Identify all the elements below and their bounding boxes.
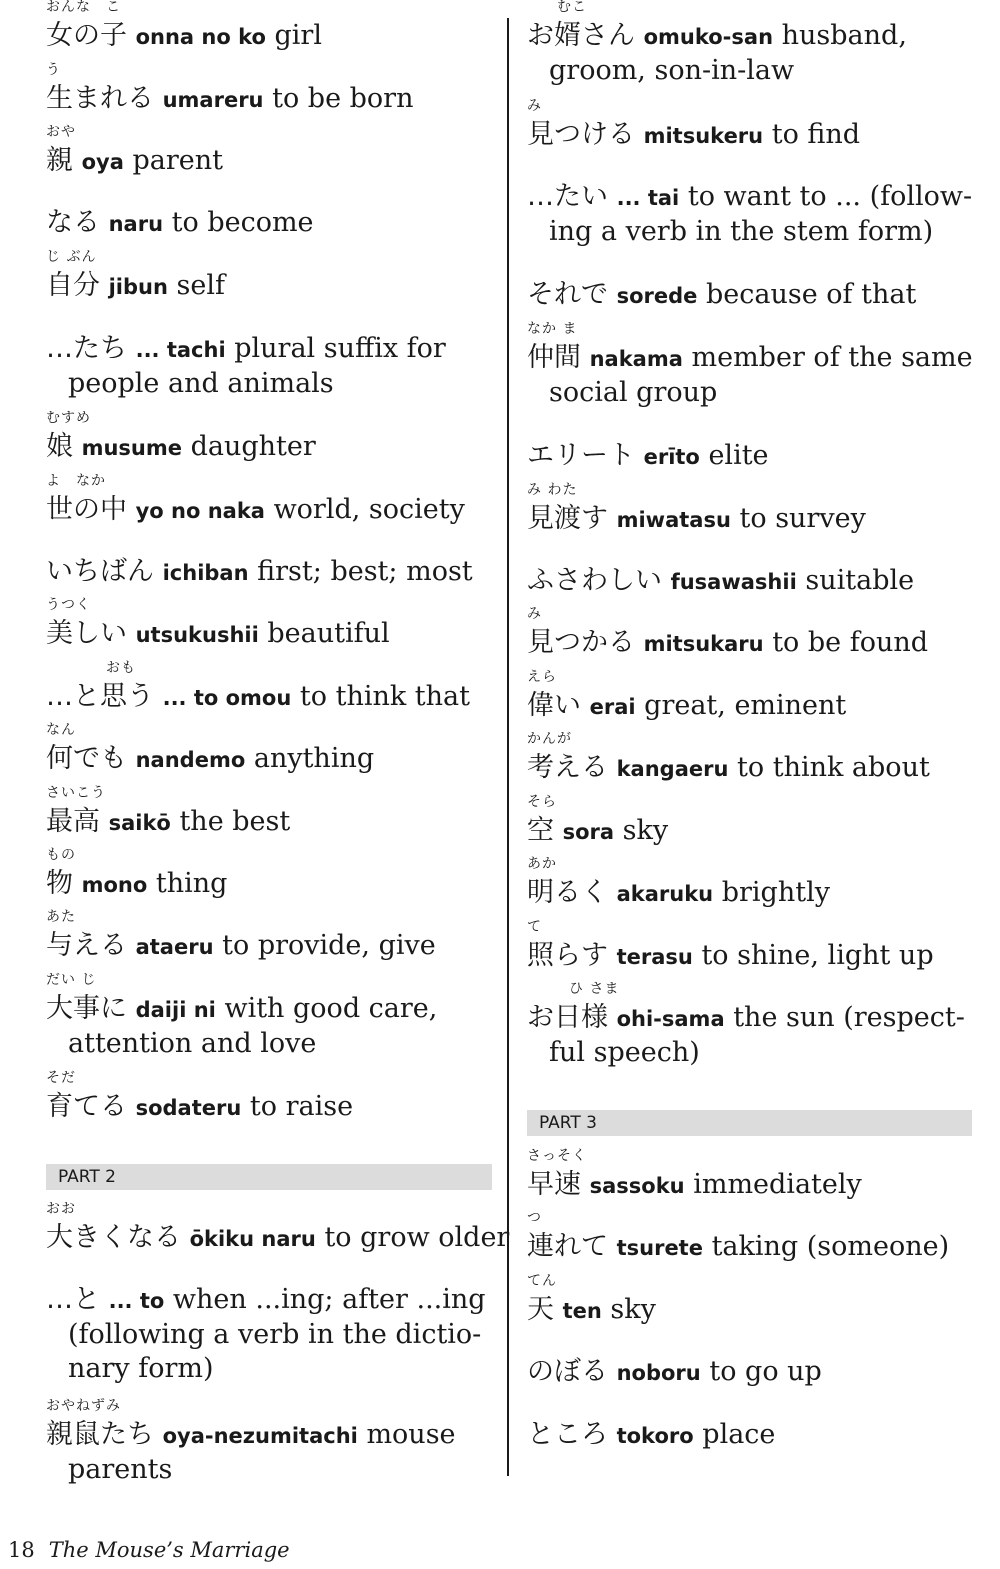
romaji: erīto xyxy=(643,445,700,469)
vocab-entry xyxy=(527,731,972,786)
japanese-word: 娘 xyxy=(46,431,73,462)
meaning: to shine, light up xyxy=(701,940,934,971)
meaning: first; best; most xyxy=(257,556,473,587)
furigana: もの xyxy=(46,847,76,863)
japanese-word: それで xyxy=(527,279,608,310)
japanese-word: お日様 xyxy=(527,1002,608,1033)
furigana: なん xyxy=(46,722,76,738)
vocab-entry xyxy=(46,847,492,902)
meaning: to survey xyxy=(739,503,866,534)
meaning: anything xyxy=(253,743,375,774)
meaning: daughter xyxy=(190,431,316,462)
meaning: husband, xyxy=(781,20,907,51)
meaning-continued: ing a verb in the stem form) xyxy=(549,216,934,247)
vocab-entry xyxy=(46,972,492,1061)
meaning: to raise xyxy=(249,1091,354,1122)
romaji: ōkiku naru xyxy=(189,1227,316,1251)
japanese-word: 与える xyxy=(46,930,127,961)
japanese-word: 考える xyxy=(527,752,608,783)
japanese-word: 何でも xyxy=(46,743,127,774)
furigana: ひ さま xyxy=(569,981,620,997)
meaning: to think about xyxy=(737,752,930,783)
japanese-word: 偉い xyxy=(527,690,581,721)
section-header-part2 xyxy=(46,1164,492,1190)
japanese-word: …たち xyxy=(46,333,127,364)
japanese-word: 大きくなる xyxy=(46,1222,181,1253)
romaji: saikō xyxy=(108,811,171,835)
meaning: elite xyxy=(708,440,769,471)
romaji: sassoku xyxy=(589,1174,685,1198)
meaning: to become xyxy=(171,207,314,238)
vocab-entry xyxy=(527,564,972,599)
page-number: 18 xyxy=(8,1538,35,1562)
vocab-entry xyxy=(46,909,492,964)
meaning: parent xyxy=(132,145,223,176)
meaning-continued: people and animals xyxy=(68,368,334,399)
vocab-entry xyxy=(46,660,492,715)
meaning: to go up xyxy=(709,1356,822,1387)
romaji: terasu xyxy=(616,945,693,969)
furigana: う xyxy=(46,62,61,78)
japanese-word: 親 xyxy=(46,145,73,176)
japanese-word: 育てる xyxy=(46,1091,127,1122)
vocab-entry xyxy=(46,1070,492,1125)
romaji: mitsukeru xyxy=(643,124,764,148)
meaning: taking (someone) xyxy=(711,1231,950,1262)
romaji: ohi-sama xyxy=(616,1007,725,1031)
vocab-entry xyxy=(46,1398,492,1487)
romaji: jibun xyxy=(108,275,168,299)
romaji: daiji ni xyxy=(135,998,216,1022)
page-footer xyxy=(8,1537,290,1563)
romaji: onna no ko xyxy=(135,25,266,49)
romaji: ... to xyxy=(108,1289,165,1313)
japanese-word: 明るく xyxy=(527,877,608,908)
romaji: noboru xyxy=(616,1361,701,1385)
furigana: えら xyxy=(527,669,557,685)
romaji: sora xyxy=(562,820,615,844)
furigana: かんが xyxy=(527,731,572,747)
romaji: oya xyxy=(81,150,124,174)
meaning: mouse xyxy=(366,1419,456,1450)
vocab-entry xyxy=(46,722,492,777)
japanese-word: 仲間 xyxy=(527,342,581,373)
romaji: oya-nezumitachi xyxy=(162,1424,358,1448)
furigana: おや xyxy=(46,124,76,140)
vocab-entry xyxy=(527,794,972,849)
column-divider xyxy=(507,18,509,1476)
furigana: み わた xyxy=(527,482,578,498)
meaning: to be born xyxy=(272,83,414,114)
meaning: girl xyxy=(274,20,322,51)
romaji: kangaeru xyxy=(616,757,729,781)
vocab-entry xyxy=(527,321,973,410)
japanese-word: 見つかる xyxy=(527,627,635,658)
romaji: tsurete xyxy=(616,1236,703,1260)
romaji: ... to omou xyxy=(162,686,292,710)
vocab-entry xyxy=(46,124,492,179)
meaning: beautiful xyxy=(267,618,390,649)
vocab-entry xyxy=(46,1283,492,1386)
romaji: sodateru xyxy=(135,1096,242,1120)
vocab-entry xyxy=(527,919,972,974)
romaji: ... tai xyxy=(616,186,680,210)
japanese-word: 大事に xyxy=(46,993,127,1024)
japanese-word: …と xyxy=(46,1284,100,1315)
vocab-entry xyxy=(527,981,972,1070)
meaning: world, society xyxy=(273,494,465,525)
romaji: ichiban xyxy=(162,561,249,585)
japanese-word: 親鼠たち xyxy=(46,1419,154,1450)
vocab-entry xyxy=(527,606,972,661)
furigana: み xyxy=(527,98,542,114)
romaji: nakama xyxy=(589,347,683,371)
vocab-entry xyxy=(46,785,492,840)
japanese-word: のぼる xyxy=(527,1356,608,1387)
vocab-entry xyxy=(527,669,972,724)
japanese-word: 自分 xyxy=(46,270,100,301)
japanese-word: 女の子 xyxy=(46,20,127,51)
romaji: akaruku xyxy=(616,882,714,906)
meaning-continued: (following a verb in the dictio- xyxy=(68,1319,482,1350)
meaning: member of the same xyxy=(691,342,973,373)
meaning: self xyxy=(176,270,225,301)
romaji: umareru xyxy=(162,88,264,112)
japanese-word: エリート xyxy=(527,440,635,471)
vocab-entry xyxy=(46,206,492,241)
vocab-entry xyxy=(527,180,972,249)
japanese-word: 物 xyxy=(46,868,73,899)
vocab-entry xyxy=(46,0,492,54)
meaning: because of that xyxy=(706,279,917,310)
furigana: おも xyxy=(106,660,136,676)
meaning: place xyxy=(702,1419,776,1450)
vocab-entry xyxy=(46,332,492,401)
romaji: ten xyxy=(562,1299,602,1323)
japanese-word: 天 xyxy=(527,1294,554,1325)
romaji: miwatasu xyxy=(616,508,731,532)
romaji: ... tachi xyxy=(135,338,226,362)
meaning: when ...ing; after ...ing xyxy=(172,1284,486,1315)
japanese-word: 最高 xyxy=(46,806,100,837)
furigana: よ なか xyxy=(46,473,106,489)
romaji: mono xyxy=(81,873,148,897)
vocab-entry xyxy=(527,0,972,88)
furigana: おやねずみ xyxy=(46,1398,121,1414)
meaning: plural suffix for xyxy=(234,333,446,364)
furigana: そら xyxy=(527,794,557,810)
meaning: thing xyxy=(155,868,228,899)
japanese-word: …と思う xyxy=(46,681,154,712)
romaji: nandemo xyxy=(135,748,246,772)
furigana: なか ま xyxy=(527,321,578,337)
romaji: tokoro xyxy=(616,1424,694,1448)
romaji: yo no naka xyxy=(135,499,265,523)
meaning: the best xyxy=(179,806,291,837)
meaning: sky xyxy=(610,1294,656,1325)
meaning: immediately xyxy=(693,1169,862,1200)
furigana: あか xyxy=(527,856,557,872)
japanese-word: 空 xyxy=(527,815,554,846)
vocab-entry xyxy=(46,410,492,465)
section-label: PART 2 xyxy=(58,1167,116,1187)
vocab-entry xyxy=(46,473,492,528)
meaning-continued: parents xyxy=(68,1454,173,1485)
japanese-word: なる xyxy=(46,207,100,238)
vocab-entry xyxy=(527,1273,972,1328)
japanese-word: 見つける xyxy=(527,119,635,150)
furigana: むこ xyxy=(557,0,587,15)
romaji: omuko-san xyxy=(643,25,774,49)
vocab-entry xyxy=(527,1355,972,1390)
romaji: musume xyxy=(81,436,182,460)
vocab-entry xyxy=(527,856,972,911)
romaji: sorede xyxy=(616,284,698,308)
vocab-entry xyxy=(527,1210,972,1265)
meaning-continued: ful speech) xyxy=(549,1037,700,1068)
section-label: PART 3 xyxy=(539,1113,597,1133)
vocab-entry xyxy=(527,1418,972,1453)
furigana: み xyxy=(527,606,542,622)
furigana: だい じ xyxy=(46,972,97,988)
furigana: そだ xyxy=(46,1070,76,1086)
furigana: さいこう xyxy=(46,785,106,801)
japanese-word: 見渡す xyxy=(527,503,608,534)
japanese-word: いちばん xyxy=(46,556,154,587)
japanese-word: お婿さん xyxy=(527,20,635,51)
furigana: おんな こ xyxy=(46,0,121,15)
japanese-word: …たい xyxy=(527,181,608,212)
romaji: mitsukaru xyxy=(643,632,764,656)
furigana: さっそく xyxy=(527,1148,587,1164)
furigana: て xyxy=(527,919,542,935)
romaji: fusawashii xyxy=(670,570,797,594)
vocab-entry xyxy=(46,62,492,117)
furigana: てん xyxy=(527,1273,557,1289)
meaning: to grow older xyxy=(324,1222,510,1253)
japanese-word: 早速 xyxy=(527,1169,581,1200)
japanese-word: 連れて xyxy=(527,1231,608,1262)
meaning: to want to ... (follow- xyxy=(687,181,973,212)
furigana: むすめ xyxy=(46,410,91,426)
furigana: うつく xyxy=(46,597,91,613)
meaning-continued: nary form) xyxy=(68,1353,214,1384)
meaning: to provide, give xyxy=(222,930,436,961)
meaning: great, eminent xyxy=(644,690,847,721)
furigana: つ xyxy=(527,1210,542,1226)
meaning-continued: attention and love xyxy=(68,1028,317,1059)
vocab-entry xyxy=(527,98,972,153)
meaning: suitable xyxy=(805,565,915,596)
romaji: ataeru xyxy=(135,935,214,959)
japanese-word: 世の中 xyxy=(46,494,127,525)
vocab-entry xyxy=(527,1148,972,1203)
japanese-word: ところ xyxy=(527,1419,608,1450)
book-title: The Mouse’s Marriage xyxy=(48,1538,290,1562)
vocab-entry xyxy=(46,249,492,304)
japanese-word: ふさわしい xyxy=(527,565,662,596)
section-header-part3 xyxy=(527,1110,972,1136)
meaning: brightly xyxy=(721,877,830,908)
romaji: utsukushii xyxy=(135,623,259,647)
japanese-word: 美しい xyxy=(46,618,127,649)
meaning: with good care, xyxy=(224,993,438,1024)
romaji: erai xyxy=(589,695,636,719)
vocab-entry xyxy=(527,439,972,474)
vocab-entry xyxy=(46,597,492,652)
vocab-entry xyxy=(527,482,972,537)
furigana: じ ぶん xyxy=(46,249,97,265)
meaning: to find xyxy=(771,119,861,150)
japanese-word: 生まれる xyxy=(46,83,154,114)
meaning: to be found xyxy=(772,627,929,658)
meaning: to think that xyxy=(299,681,470,712)
furigana: あた xyxy=(46,909,76,925)
meaning-continued: groom, son-in-law xyxy=(549,55,795,86)
vocab-entry xyxy=(46,1201,510,1256)
meaning: sky xyxy=(622,815,669,846)
furigana: おお xyxy=(46,1201,76,1217)
meaning-continued: social group xyxy=(549,377,718,408)
romaji: naru xyxy=(108,212,164,236)
meaning: the sun (respect- xyxy=(733,1002,965,1033)
vocab-entry xyxy=(527,278,972,313)
vocab-entry xyxy=(46,555,492,590)
japanese-word: 照らす xyxy=(527,940,608,971)
